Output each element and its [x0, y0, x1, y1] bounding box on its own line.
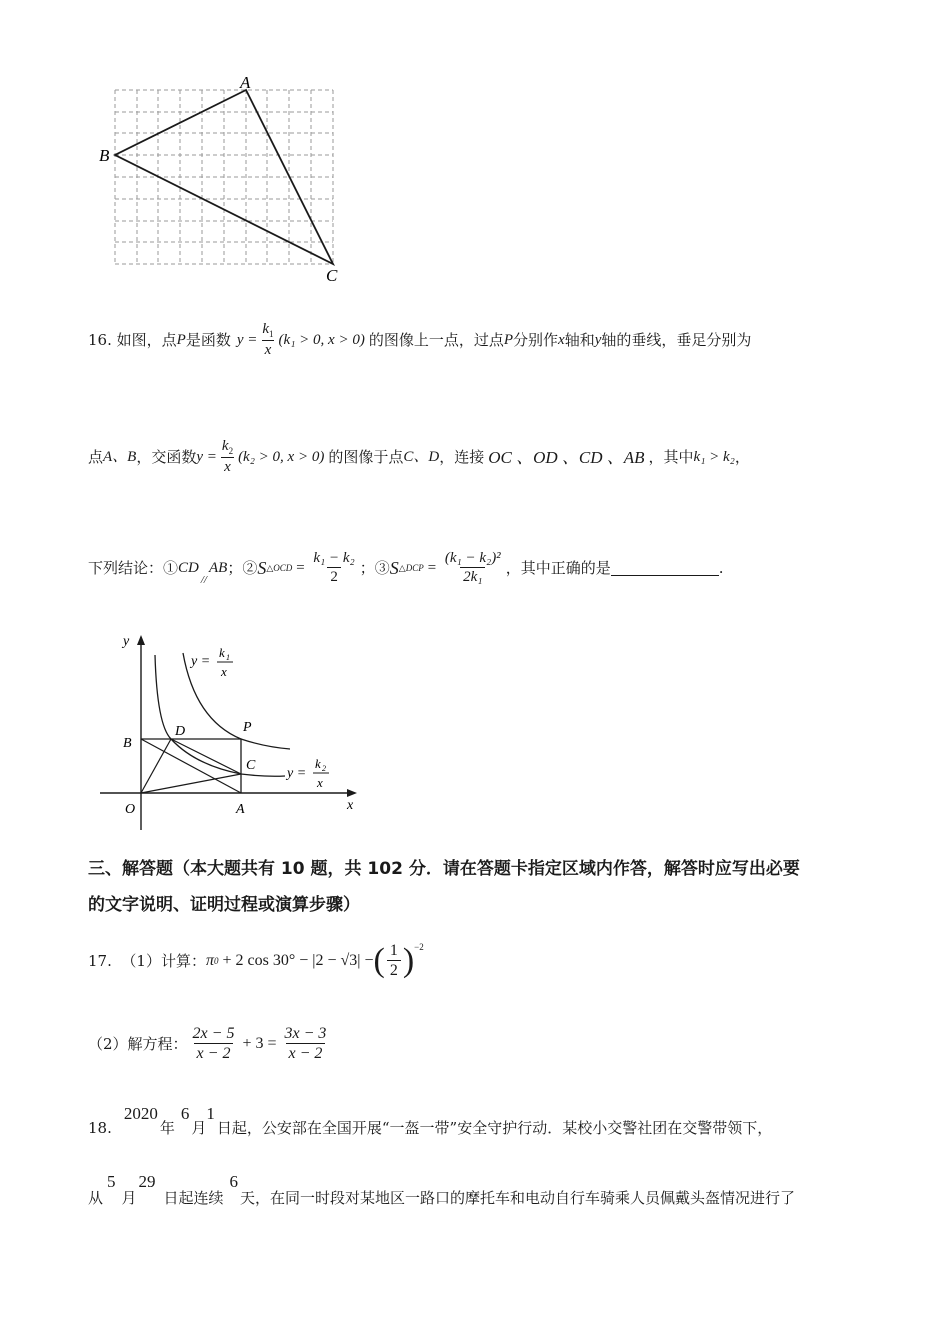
q16-line2: 点 A、B ，交函数 y = $\frac{k_2}{x}$ (k₂ > 0, x > 0) 的图像于点 C、D ，连接 OC 、OD 、CD 、AB ，其中 k₁ > k₂ ，	[88, 438, 750, 475]
label-a: A	[240, 73, 251, 92]
hyperbola-k2	[155, 655, 285, 776]
q18-number: 18.	[88, 1119, 112, 1137]
q17-part1: 17. （1）计算： π 0 + 2 cos 30° − |2 − √3| − ( $\frac{1}{2}$ ) $^{-2}$	[88, 941, 424, 979]
eq1-yeq: y =	[191, 654, 211, 669]
q16-line3: 下列结论：① CD // AB ；② S △OCD = $\frac{\text{k₁ − k₂}}{2}$ ；③ S △DCP = $\frac{\text{(k₁ − k₂)²}}{\text{2k₁}}$ ，其中正确的是 .	[88, 550, 724, 586]
section3-heading-line2: 的文字说明、证明过程或演算步骤）	[88, 895, 360, 915]
q16-func1: y = $\frac{k_1}{x}$ (k₁ > 0, x > 0)	[236, 321, 365, 358]
eq2-k-sub: 2	[322, 764, 326, 773]
label-a: A	[236, 802, 245, 817]
label-b: B	[123, 736, 132, 751]
hyperbola-figure	[95, 625, 375, 840]
x-axis-arrow	[347, 789, 357, 797]
eq1-k-sub: 1	[226, 653, 230, 662]
label-c: C	[246, 758, 256, 773]
q17-equation: $\frac{2x - 5}{x - 2}$ + 3 = $\frac{3x - 3}{x - 2}$	[192, 1025, 327, 1062]
q18-line1: 18. 2020 年 6 月 1 日起，公安部在全国开展“一盔一带”安全守护行动．某校小交警社团在交警带领下，	[88, 1104, 773, 1137]
section3-heading-line1: 三、解答题（本大题共有 10 题，共 102 分．请在答题卡指定区域内作答，解答时应写出必要	[88, 859, 800, 879]
dashed-grid	[115, 90, 333, 264]
q16-conclusion3: S △DCP = $\frac{\text{(k₁ − k₂)²}}{\text{2k₁}}$	[389, 550, 501, 585]
q17-part2: （2）解方程： $\frac{2x - 5}{x - 2}$ + 3 = $\frac{3x - 3}{x - 2}$	[88, 1018, 331, 1070]
label-b: B	[99, 146, 110, 165]
q16-func2: y = $\frac{k_2}{x}$ (k₂ > 0, x > 0)	[196, 438, 325, 475]
eq1-k: k	[219, 645, 225, 660]
label-d: D	[175, 724, 186, 739]
label-y: y	[123, 634, 130, 649]
answer-blank[interactable]	[611, 561, 719, 576]
triangle-grid-figure	[95, 70, 355, 285]
q16-number: 16.	[88, 330, 112, 349]
label-c: C	[326, 266, 338, 285]
eq2-x: x	[317, 775, 323, 790]
segment-cd	[171, 739, 241, 774]
q16-line1: 16. 如图，点 P 是函数 y = $\frac{k_1}{x}$ (k₁ > 0, x > 0) 的图像上一点，过点 P 分别作 x 轴和 y 轴的垂线，垂足分别为	[88, 321, 752, 358]
eq2-k: k	[315, 756, 321, 771]
label-p: P	[243, 720, 252, 735]
label-o: O	[125, 802, 136, 817]
segment-oc	[141, 774, 241, 793]
q16-conclusion2: S △OCD = $\frac{\text{k₁ − k₂}}{2}$	[257, 550, 355, 585]
eq2-yeq: y =	[287, 766, 307, 781]
q18-line2: 从 5 月 29 日起连续 6 天，在同一时段对某地区一路口的摩托车和电动自行车骑乘人员佩戴头盔情况进行了	[88, 1172, 796, 1207]
y-axis-arrow	[137, 635, 145, 645]
q17-expression: π 0 + 2 cos 30° − |2 − √3| − ( $\frac{1}{2}$ ) $^{-2}$	[205, 941, 424, 979]
q17-number: 17.	[88, 951, 112, 970]
label-x: x	[347, 798, 354, 813]
eq1-x: x	[221, 664, 227, 679]
